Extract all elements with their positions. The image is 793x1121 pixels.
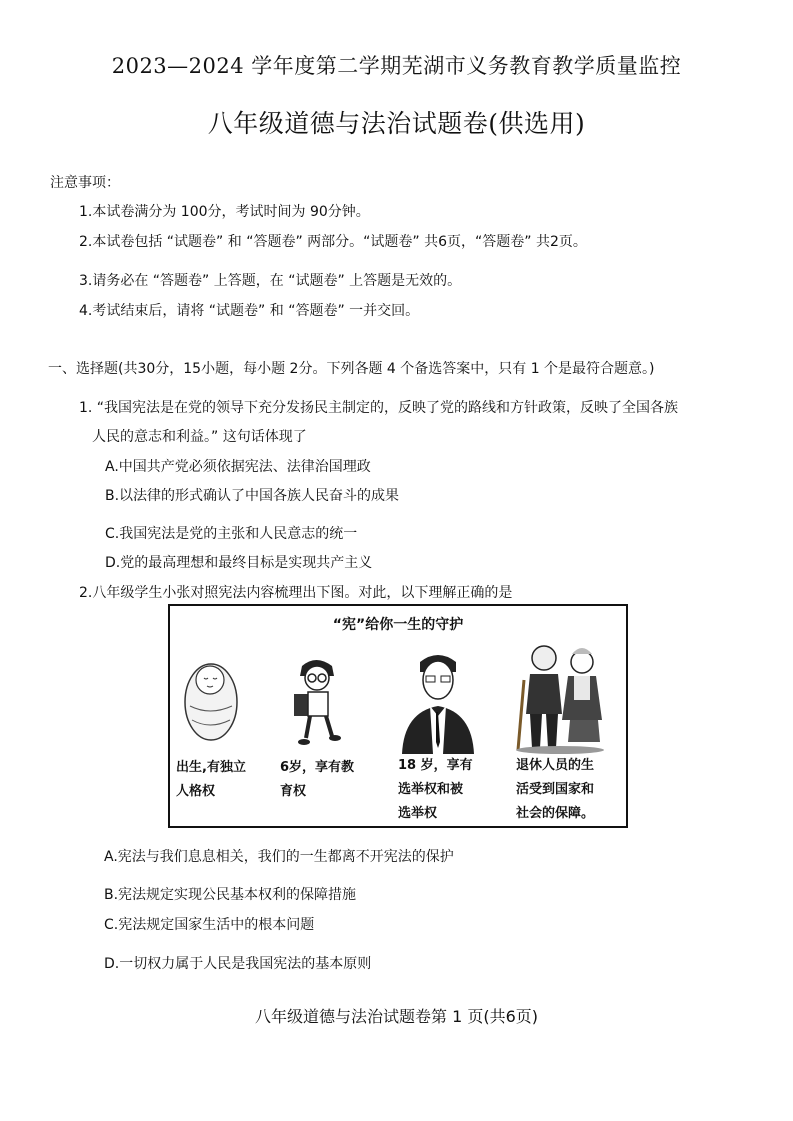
notice-item: 2.本试卷包括 “试题卷” 和 “答题卷” 两部分。“试题卷” 共6页，“答题卷” 共2页。: [79, 234, 587, 250]
caption-age18: 18 岁，享有 选举权和被 选举权: [398, 758, 473, 821]
q2-option-a: A.宪法与我们息息相关，我们的一生都离不开宪法的保护: [104, 849, 454, 865]
q2-option-d: D.一切权力属于人民是我国宪法的基本原则: [104, 956, 372, 972]
notice-item: 1.本试卷满分为 100分，考试时间为 90分钟。: [79, 204, 370, 220]
elderly-couple-illustration: [510, 640, 610, 754]
q2-stem: 2.八年级学生小张对照宪法内容梳理出下图。对此，以下理解正确的是: [79, 585, 513, 601]
q1-option-d: D.党的最高理想和最终目标是实现共产主义: [105, 555, 373, 571]
page-footer: 八年级道德与法治试题卷第 1 页(共6页): [254, 1007, 539, 1026]
notice-heading: 注意事项：: [50, 175, 120, 191]
exam-title: 八年级道德与法治试题卷(供选用): [207, 109, 586, 138]
q2-option-c: C.宪法规定国家生活中的根本问题: [104, 917, 315, 933]
q1-option-c: C.我国宪法是党的主张和人民意志的统一: [105, 526, 358, 542]
student-illustration: [280, 656, 354, 752]
q2-option-b: B.宪法规定实现公民基本权利的保障措施: [104, 887, 357, 903]
q1-option-b: B.以法律的形式确认了中国各族人民奋斗的成果: [105, 488, 400, 504]
q1-stem-cont: 人民的意志和利益。” 这句话体现了: [92, 429, 307, 445]
constitution-figure: [168, 604, 628, 828]
adult-man-illustration: [398, 650, 478, 754]
caption-birth: 出生,有独立 人格权: [176, 760, 246, 799]
figure-title: “宪”给你一生的守护: [332, 617, 464, 633]
baby-illustration: [176, 658, 246, 744]
section-heading: 一、选择题(共30分，15小题，每小题 2分。下列各题 4 个备选答案中，只有 1 个是最符合题意。): [48, 361, 655, 377]
caption-retired: 退休人员的生 活受到国家和 社会的保障。: [516, 758, 595, 821]
exam-header-line1: 2023—2024 学年度第二学期芜湖市义务教育教学质量监控: [111, 54, 682, 78]
q1-stem: 1. “我国宪法是在党的领导下充分发扬民主制定的，反映了党的路线和方针政策，反映了全国各族: [79, 400, 679, 416]
notice-item: 4.考试结束后，请将 “试题卷” 和 “答题卷” 一并交回。: [79, 303, 420, 319]
caption-age6: 6岁，享有教 育权: [280, 760, 355, 799]
q1-option-a: A.中国共产党必须依据宪法、法律治国理政: [105, 459, 371, 475]
notice-item: 3.请务必在 “答题卷” 上答题，在 “试题卷” 上答题是无效的。: [79, 273, 462, 289]
